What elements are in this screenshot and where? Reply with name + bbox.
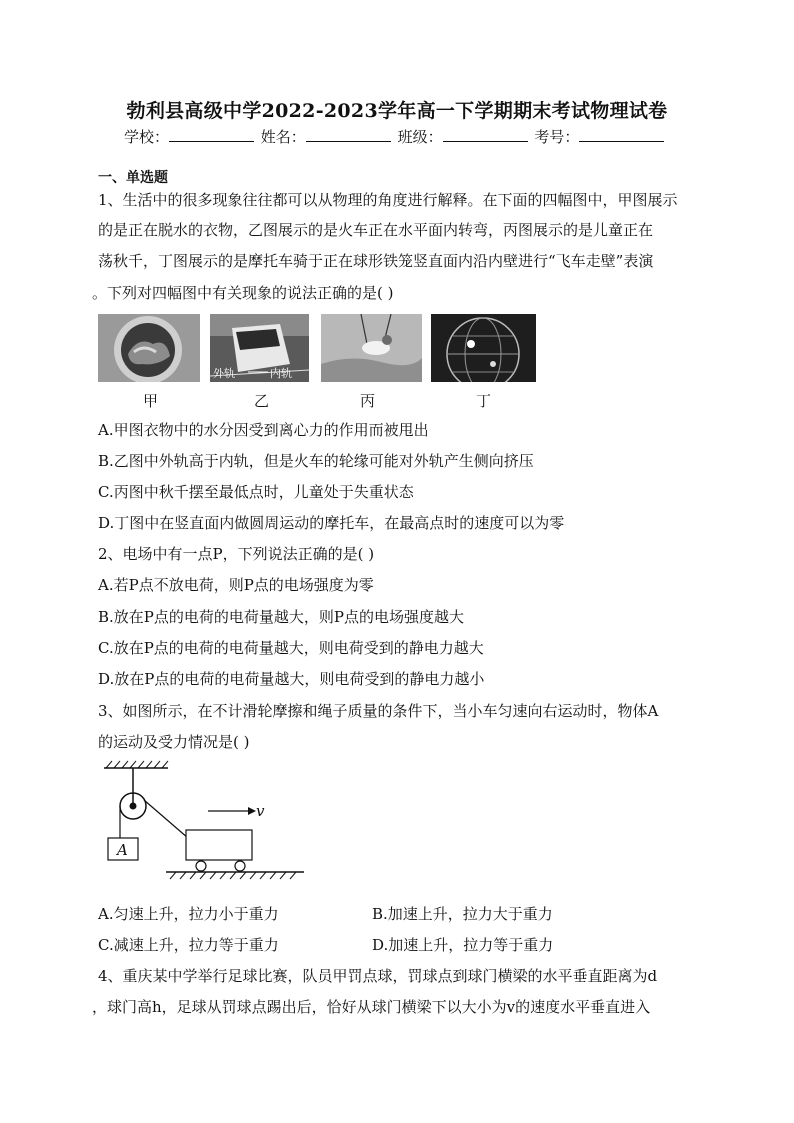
caption-bing: 丙 (360, 392, 376, 410)
exam-number-label: 考号： (534, 128, 580, 146)
q1-line-3: 荡秋千，丁图展示的是摩托车骑于正在球形铁笼竖直面内沿内壁进行“飞车走壁”表演 (98, 252, 654, 270)
pulley-cart-diagram (100, 760, 310, 890)
caption-yi: 乙 (254, 392, 270, 410)
washing-machine-photo (98, 314, 200, 382)
class-blank[interactable] (443, 127, 528, 142)
q1-option-c: C.丙图中秋千摆至最低点时，儿童处于失重状态 (98, 483, 414, 501)
q4-line-1: 4、重庆某中学举行足球比赛，队员甲罚点球，罚球点到球门横梁的水平垂直距离为d (98, 967, 658, 985)
class-label: 班级： (397, 128, 443, 146)
q1-line-1: 1、生活中的很多现象往往都可以从物理的角度进行解释。在下面的四幅图中，甲图展示 (98, 191, 678, 209)
q1-option-d: D.丁图中在竖直面内做圆周运动的摩托车，在最高点时的速度可以为零 (98, 514, 565, 532)
q2-option-c: C.放在P点的电荷的电荷量越大，则电荷受到的静电力越大 (98, 639, 484, 657)
q3-option-a: A.匀速上升，拉力小于重力 (98, 905, 279, 923)
cart-body (186, 830, 252, 860)
globe-of-death-photo (431, 314, 536, 382)
velocity-arrow-icon (248, 807, 256, 815)
q2-option-d: D.放在P点的电荷的电荷量越大，则电荷受到的静电力越小 (98, 670, 485, 688)
school-label: 学校： (124, 128, 170, 146)
q3-option-b: B.加速上升，拉力大于重力 (372, 905, 553, 923)
q1-option-b: B.乙图中外轨高于内轨，但是火车的轮缘可能对外轨产生侧向挤压 (98, 452, 534, 470)
school-blank[interactable] (169, 127, 254, 142)
outer-rail-label: 外轨 (213, 367, 235, 380)
inner-rail-label: 内轨 (270, 367, 292, 380)
velocity-label: v (256, 802, 265, 820)
q2-option-a: A.若P点不放电荷，则P点的电场强度为零 (98, 576, 374, 594)
q2-stem: 2、电场中有一点P，下列说法正确的是( ) (98, 545, 375, 563)
caption-jia: 甲 (143, 392, 159, 410)
q3-option-d: D.加速上升，拉力等于重力 (372, 936, 554, 954)
student-info-fields (124, 126, 666, 147)
q3-option-c: C.减速上升，拉力等于重力 (98, 936, 279, 954)
q3-line-2: 的运动及受力情况是( ) (98, 733, 250, 751)
name-label: 姓名： (260, 128, 306, 146)
block-a-label: A (117, 841, 128, 859)
q1-line-4: 。下列对四幅图中有关现象的说法正确的是( ) (92, 284, 394, 302)
caption-ding: 丁 (476, 392, 492, 410)
train-curve-photo (210, 314, 309, 382)
section-heading: 一、单选题 (98, 170, 168, 186)
q2-option-b: B.放在P点的电荷的电荷量越大，则P点的电场强度越大 (98, 608, 464, 626)
name-blank[interactable] (306, 127, 391, 142)
q1-option-a: A.甲图衣物中的水分因受到离心力的作用而被甩出 (98, 421, 429, 439)
exam-title: 勃利县高级中学2022-2023学年高一下学期期末考试物理试卷 (126, 100, 668, 122)
q1-line-2: 的是正在脱水的衣物，乙图展示的是火车正在水平面内转弯，丙图展示的是儿童正在 (98, 221, 654, 239)
q3-line-1: 3、如图所示，在不计滑轮摩擦和绳子质量的条件下，当小车匀速向右运动时，物体A (98, 702, 659, 720)
exam-number-blank[interactable] (579, 127, 664, 142)
swing-photo (321, 314, 422, 382)
q4-line-2: ，球门高h，足球从罚球点踢出后，恰好从球门横梁下以大小为v的速度水平垂直进入 (92, 998, 651, 1016)
